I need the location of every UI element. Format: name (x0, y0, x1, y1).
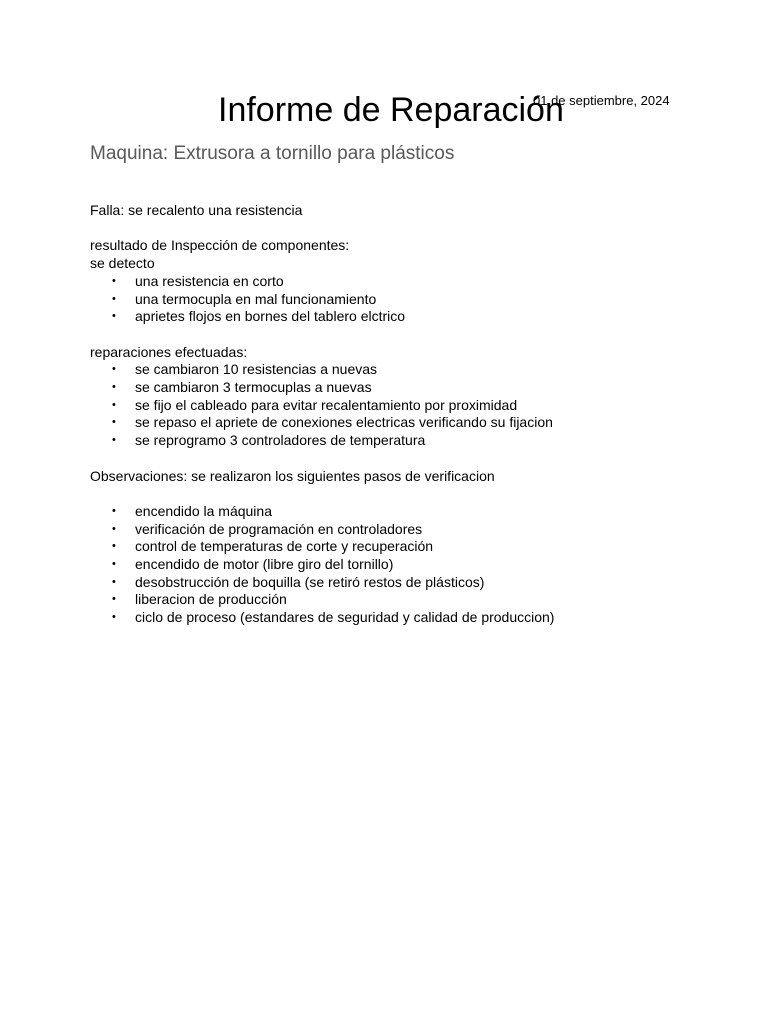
list-item-text: encendido de motor (libre giro del tornillo) (135, 556, 394, 572)
bullet-icon: • (112, 381, 116, 393)
bullet-icon: • (112, 398, 116, 411)
list-item (90, 521, 740, 539)
list-item-text: una resistencia en corto (135, 272, 284, 289)
report-body (90, 202, 740, 627)
list-item (90, 556, 740, 574)
observations-heading: Observaciones: se realizaron los siguientes pasos de verificacion (90, 467, 495, 484)
list-item-text: una termocupla en mal funcionamiento (135, 290, 377, 307)
list-item (90, 414, 740, 432)
list-item (90, 432, 740, 450)
repairs-list (90, 361, 740, 450)
list-item-text: control de temperaturas de corte y recuperación (135, 538, 434, 555)
bullet-icon: • (112, 593, 116, 606)
list-item-text: encendido la máquina (135, 502, 272, 519)
list-item-text: aprietes flojos en bornes del tablero elctrico (135, 308, 406, 325)
bullet-icon: • (112, 558, 116, 570)
list-item (90, 379, 740, 397)
inspection-list (90, 273, 740, 326)
spacer (90, 326, 740, 344)
report-title: Informe de Reparación (218, 91, 564, 129)
bullet-icon: • (112, 416, 116, 429)
bullet-icon: • (112, 575, 116, 588)
list-item-text: ciclo de proceso (estandares de seguridad y calidad de produccion) (135, 609, 555, 626)
bullet-icon: • (112, 310, 116, 323)
list-item-text: se cambiaron 10 resistencias a nuevas (135, 361, 378, 378)
list-item-text: se cambiaron 3 termocuplas a nuevas (135, 379, 372, 395)
inspection-heading: resultado de Inspección de componentes: (90, 237, 350, 254)
observations-list (90, 503, 740, 627)
list-item (90, 273, 740, 291)
machine-subtitle: Maquina: Extrusora a tornillo para plásticos (90, 143, 455, 164)
repairs-heading: reparaciones efectuadas: (90, 343, 248, 360)
falla-line: Falla: se recalento una resistencia (90, 202, 303, 218)
list-item (90, 503, 740, 521)
spacer (90, 220, 740, 238)
spacer (90, 485, 740, 503)
bullet-icon: • (112, 540, 116, 553)
bullet-icon: • (112, 504, 116, 517)
list-item-text: se reprogramo 3 controladores de temperatura (135, 432, 426, 449)
bullet-icon: • (112, 292, 116, 305)
spacer (90, 450, 740, 468)
bullet-icon: • (112, 363, 116, 376)
bullet-icon: • (112, 611, 116, 624)
list-item-text: desobstrucción de boquilla (se retiró restos de plásticos) (135, 573, 485, 590)
inspection-intro: se detecto (90, 255, 155, 272)
list-item (90, 538, 740, 556)
list-item (90, 308, 740, 326)
list-item (90, 361, 740, 379)
report-date: 01 de septiembre, 2024 (533, 93, 670, 108)
list-item-text: se repaso el apriete de conexiones electricas verificando su fijacion (135, 414, 553, 431)
bullet-icon: • (112, 274, 116, 287)
list-item (90, 591, 740, 609)
list-item-text: verificación de programación en controladores (135, 520, 423, 537)
bullet-icon: • (112, 522, 116, 535)
list-item-text: liberacion de producción (135, 591, 287, 608)
list-item-text: se fijo el cableado para evitar recalentamiento por proximidad (135, 396, 518, 413)
bullet-icon: • (112, 434, 116, 447)
list-item (90, 609, 740, 627)
list-item (90, 291, 740, 309)
list-item (90, 397, 740, 415)
list-item (90, 574, 740, 592)
